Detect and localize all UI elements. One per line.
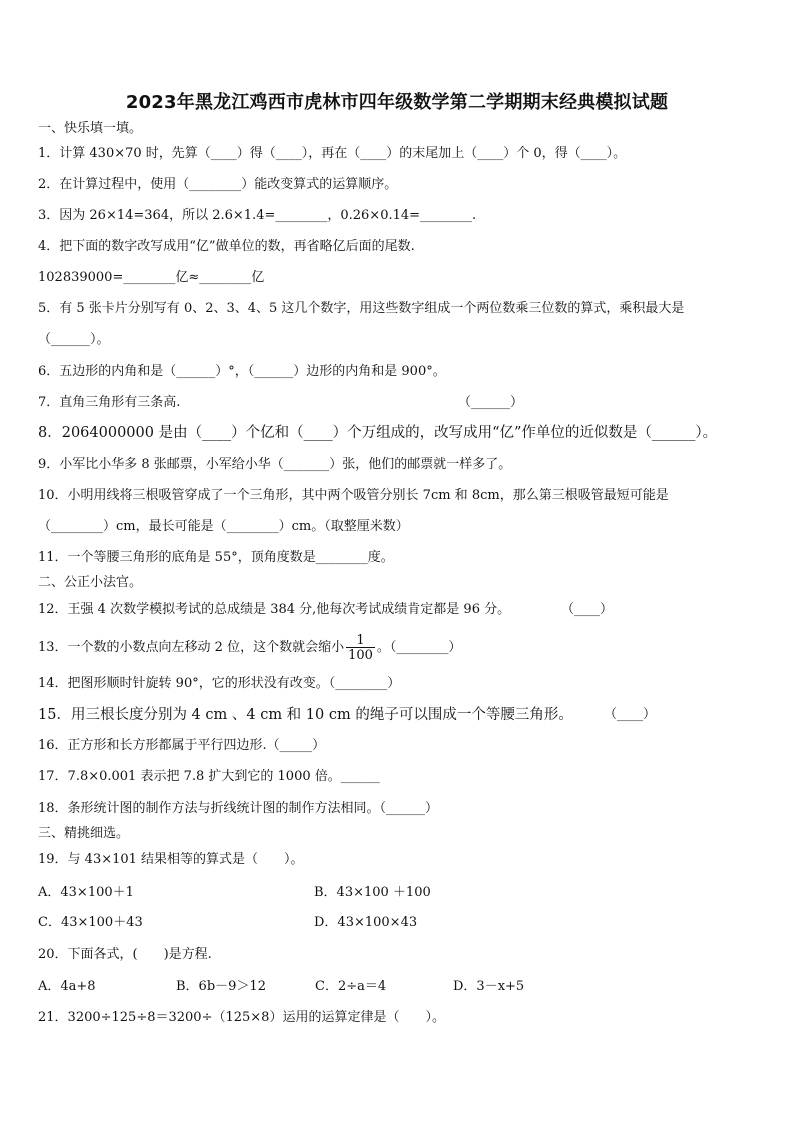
question-14: 14．把图形顺时针旋转 90°，它的形状没有改变。（________）: [38, 676, 401, 691]
question-15-answer-blank: （____）: [604, 707, 657, 722]
question-19-option-b: B．43×100 ＋100: [314, 885, 431, 900]
section-heading-3: 三、精挑细选。: [38, 826, 130, 841]
question-13-text: 13．一个数的小数点向左移动 2 位，这个数就会缩小: [38, 640, 345, 655]
question-12: 12．王强 4 次数学模拟考试的总成绩是 384 分,他每次考试成绩肯定都是 96 分。: [38, 602, 511, 617]
question-4: 4．把下面的数字改写成用“亿”做单位的数，再省略亿后面的尾数.: [38, 239, 415, 254]
question-10-continued: （________）cm，最长可能是（________）cm。（取整厘米数）: [38, 519, 409, 534]
question-8: 8．2064000000 是由（____）个亿和（____）个万组成的，改写成用“亿”作单位的近似数是（______）。: [38, 425, 718, 441]
question-20-option-a: A．4a+8: [38, 979, 96, 994]
question-10: 10．小明用线将三根吸管穿成了一个三角形，其中两个吸管分别长 7cm 和 8cm，那么第三根吸管最短可能是: [38, 488, 669, 503]
section-heading-1: 一、快乐填一填。: [38, 121, 143, 136]
question-13: [38, 631, 461, 665]
question-19: 19．与 43×101 结果相等的算式是（ ）。: [38, 852, 304, 867]
page-title: 2023年黑龙江鸡西市虎林市四年级数学第二学期期末经典模拟试题: [125, 92, 669, 113]
section-heading-2: 二、公正小法官。: [38, 575, 143, 590]
question-18: 18．条形统计图的制作方法与折线统计图的制作方法相同。（______）: [38, 801, 439, 816]
question-19-option-c: C．43×100＋43: [38, 915, 143, 930]
question-16: 16．正方形和长方形都属于平行四边形.（_____）: [38, 738, 326, 753]
question-19-option-d: D．43×100×43: [314, 915, 418, 930]
question-2: 2．在计算过程中，使用（________）能改变算式的运算顺序。: [38, 177, 398, 192]
question-5-continued: （______）。: [38, 332, 110, 347]
question-20-option-c: C．2÷a＝4: [315, 979, 387, 994]
question-15: 15．用三根长度分别为 4 cm 、4 cm 和 10 cm 的绳子可以围成一个等腰三角形。: [38, 707, 573, 723]
question-20-option-b: B．6b－9＞12: [176, 979, 266, 994]
fraction-numerator: 1: [356, 632, 365, 648]
question-11: 11．一个等腰三角形的底角是 55°，顶角度数是________度。: [38, 550, 394, 565]
question-5: 5．有 5 张卡片分别写有 0、2、3、4、5 这几个数字，用这些数字组成一个两位数乘三位数的算式，乘积最大是: [38, 301, 685, 316]
question-19-option-a: A．43×100＋1: [38, 885, 134, 900]
question-4-answer-line: 102839000=________亿≈________亿: [38, 270, 265, 285]
question-1: 1．计算 430×70 时，先算（____）得（____），再在（____）的末尾加上（____）个 0，得（____）。: [38, 146, 627, 161]
question-13-answer-blank: 。（________）: [376, 640, 462, 655]
fraction-denominator: 100: [348, 647, 373, 663]
question-7-answer-blank: （______）: [458, 395, 524, 410]
question-6: 6．五边形的内角和是（______）°，（______）边形的内角和是 900°。: [38, 364, 446, 379]
question-20: 20．下面各式，( )是方程.: [38, 947, 212, 962]
fraction: [346, 634, 375, 662]
question-12-answer-blank: （____）: [561, 602, 614, 617]
question-7: 7．直角三角形有三条高.: [38, 395, 181, 410]
question-3: 3．因为 26×14=364，所以 2.6×1.4=________，0.26×0.14=________.: [38, 208, 477, 223]
question-9: 9．小军比小华多 8 张邮票，小军给小华（_______）张，他们的邮票就一样多了。: [38, 457, 512, 472]
question-21: 21．3200÷125÷8＝3200÷（125×8）运用的运算定律是（ ）。: [38, 1010, 445, 1025]
question-20-option-d: D．3－x+5: [453, 979, 525, 994]
question-17: 17．7.8×0.001 表示把 7.8 扩大到它的 1000 倍。______: [38, 769, 380, 784]
